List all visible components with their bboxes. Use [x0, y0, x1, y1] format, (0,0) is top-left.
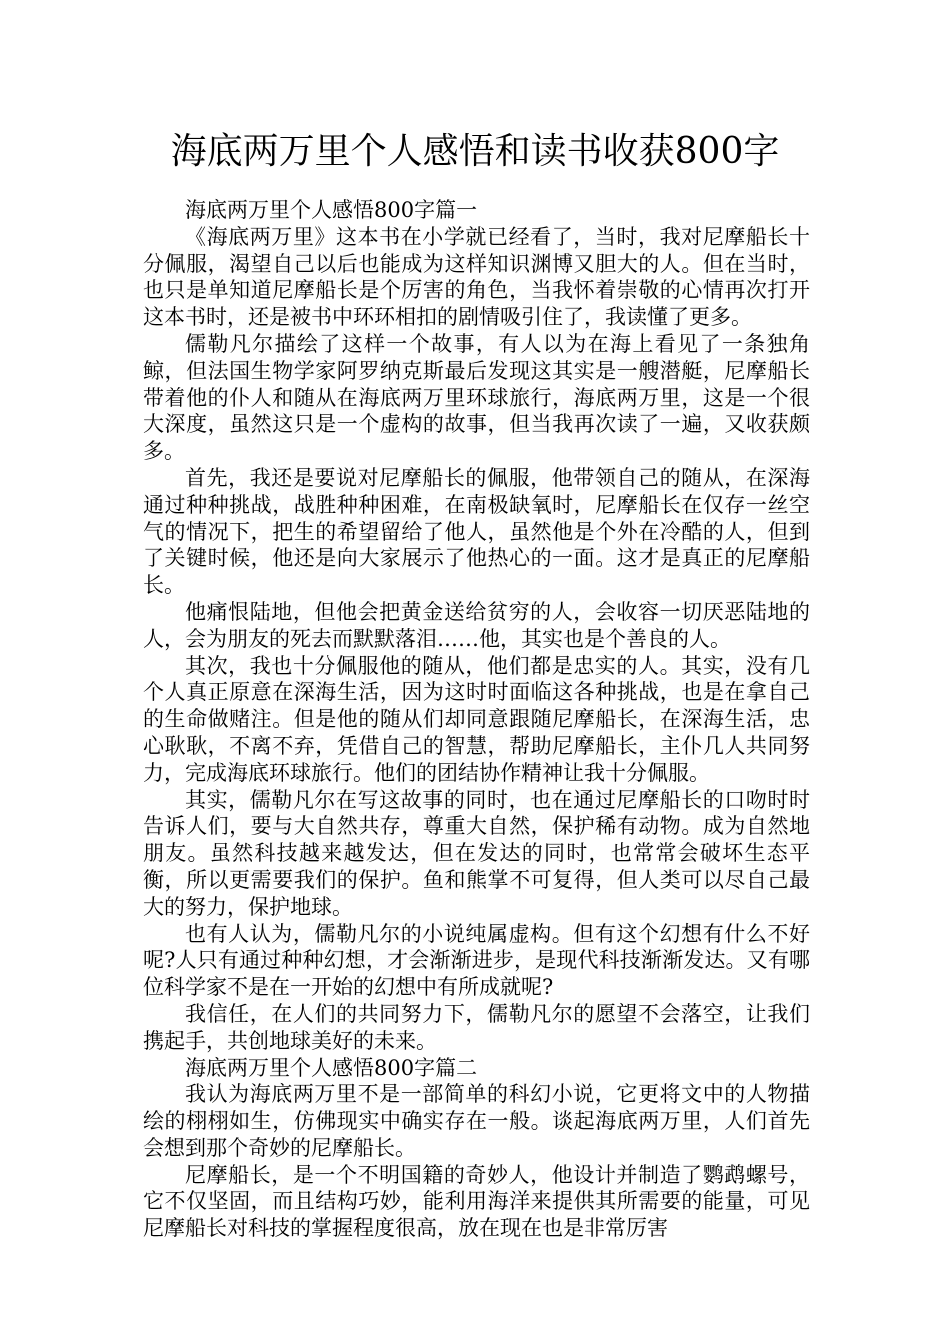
section-heading-1: 海底两万里个人感悟800字篇一: [185, 198, 478, 222]
paragraph: 其次，我也十分佩服他的随从，他们都是忠实的人。其实，没有几个人真正原意在深海生活，因为这时时面临这各种挑战，也是在拿自己的生命做赌注。但是他的随从们却同意跟随尼摩船长，在深海生活，忠心耿耿，不离不弃，凭借自己的智慧，帮助尼摩船长，主仆几人共同努力，完成海底环球旅行。他们的团结协作精神让我十分佩服。: [143, 653, 810, 785]
paragraph: 我信任，在人们的共同努力下，儒勒凡尔的愿望不会落空，让我们携起手，共创地球美好的未来。: [143, 1001, 810, 1053]
document-title: 海底两万里个人感悟和读书收获800字: [170, 131, 780, 172]
paragraph: 首先，我还是要说对尼摩船长的佩服，他带领自己的随从，在深海通过种种挑战，战胜种种困难，在南极缺氧时，尼摩船长在仅存一丝空气的情况下，把生的希望留给了他人，虽然他是个外在冷酷的人，但到了关键时候，他还是向大家展示了他热心的一面。这才是真正的尼摩船长。: [143, 465, 810, 598]
paragraph: 我认为海底两万里不是一部简单的科幻小说，它更将文中的人物描绘的栩栩如生，仿佛现实中确实存在一般。谈起海底两万里，人们首先会想到那个奇妙的尼摩船长。: [143, 1082, 810, 1160]
paragraph: 其实，儒勒凡尔在写这故事的同时，也在通过尼摩船长的口吻时时告诉人们，要与大自然共存，尊重大自然，保护稀有动物。成为自然地朋友。虽然科技越来越发达，但在发达的同时，也常常会破坏生态平衡，所以更需要我们的保护。鱼和熊掌不可复得，但人类可以尽自己最大的努力，保护地球。: [143, 787, 810, 919]
document-body: [143, 197, 810, 1242]
paragraph: 他痛恨陆地，但他会把黄金送给贫穷的人，会收容一切厌恶陆地的人，会为朋友的死去而默默落泪……他，其实也是个善良的人。: [143, 599, 810, 651]
paragraph: 《海底两万里》这本书在小学就已经看了，当时，我对尼摩船长十分佩服，渴望自己以后也能成为这样知识渊博又胆大的人。但在当时，也只是单知道尼摩船长是个厉害的角色，当我怀着崇敬的心情再次打开这本书时，还是被书中环环相扣的剧情吸引住了，我读懂了更多。: [143, 224, 810, 330]
paragraph: 尼摩船长，是一个不明国籍的奇妙人，他设计并制造了鹦鹉螺号，它不仅坚固，而且结构巧妙，能利用海洋来提供其所需要的能量，可见尼摩船长对科技的掌握程度很高，放在现在也是非常厉害: [143, 1162, 810, 1241]
paragraph: 也有人认为，儒勒凡尔的小说纯属虚构。但有这个幻想有什么不好呢?人只有通过种种幻想，才会渐渐进步，是现代科技渐渐发达。又有哪位科学家不是在一开始的幻想中有所成就呢?: [143, 921, 810, 1000]
paragraph: 儒勒凡尔描绘了这样一个故事，有人以为在海上看见了一条独角鲸，但法国生物学家阿罗纳克斯最后发现这其实是一艘潜艇，尼摩船长带着他的仆人和随从在海底两万里环球旅行，海底两万里，这是一个很大深度，虽然这只是一个虚构的故事，但当我再次读了一遍，又收获颇多。: [143, 331, 810, 464]
section-heading-2: 海底两万里个人感悟800字篇二: [185, 1055, 478, 1080]
